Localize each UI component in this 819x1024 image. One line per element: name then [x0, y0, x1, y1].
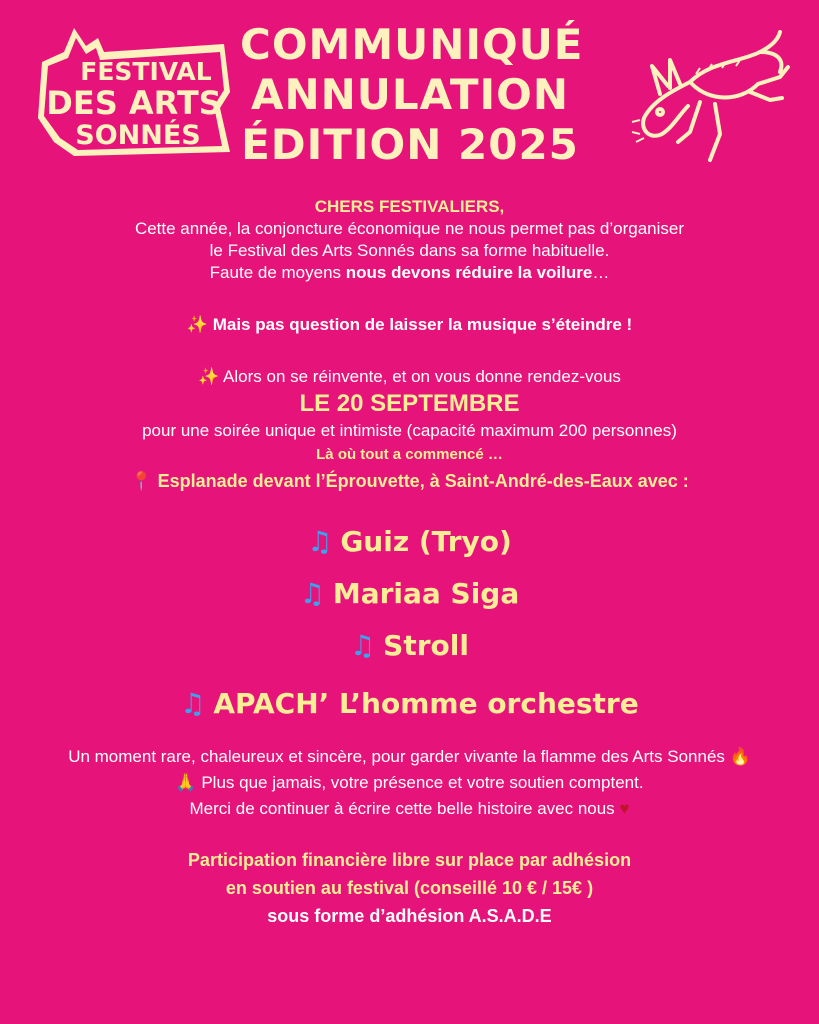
heart-icon: ♥ — [619, 799, 630, 818]
announcement-body — [0, 196, 819, 930]
intro-line-3-start: Faute de moyens — [209, 263, 346, 282]
participation-line-2: en soutien au festival (conseillé 10 € / 15€ ) — [225, 878, 594, 898]
donkey-illustration — [630, 22, 790, 172]
closing-line-3 — [0, 796, 819, 822]
closing-text-2: Plus que jamais, votre présence et votre soutien comptent. — [201, 773, 644, 792]
closing-line-1 — [0, 744, 819, 770]
title-line1: COMMUNIQUÉ — [240, 20, 584, 69]
lineup-item — [0, 678, 819, 730]
highlight-line — [0, 314, 819, 336]
intro-line-1: Cette année, la conjoncture économique ne nous permet pas d’organiser — [134, 219, 685, 238]
lineup-artist: Guiz (Tryo) — [340, 525, 512, 558]
lineup-artist: Mariaa Siga — [332, 577, 520, 610]
event-place-line — [0, 468, 819, 494]
intro-line-2: le Festival des Arts Sonnés dans sa forme habituelle. — [209, 241, 610, 260]
fire-icon: 🔥 — [729, 747, 751, 766]
page-title — [240, 20, 584, 170]
logo-line3: SONNÉS — [75, 120, 201, 151]
rendezvous-line — [0, 366, 819, 388]
greeting: CHERS FESTIVALIERS, — [314, 197, 505, 216]
closing-text-1: Un moment rare, chaleureux et sincère, pour garder vivante la flamme des Arts Sonnés — [68, 747, 725, 766]
title-line3: ÉDITION 2025 — [241, 120, 579, 169]
music-notes-icon: ♫ — [350, 629, 376, 662]
intro-line-3 — [0, 262, 819, 284]
sparkles-icon: ✨ — [198, 367, 220, 386]
closing-line-2 — [0, 770, 819, 796]
intro-line-3-end: … — [592, 263, 610, 282]
event-description: pour une soirée unique et intimiste (capacité maximum 200 personnes) — [142, 421, 677, 440]
event-origin: Là où tout a commencé … — [316, 446, 503, 463]
event-place: Esplanade devant l’Éprouvette, à Saint-André-des-Eaux avec : — [157, 471, 689, 491]
lineup-item — [0, 620, 819, 672]
rendezvous-text: Alors on se réinvente, et on vous donne rendez-vous — [223, 367, 621, 386]
pin-icon: 📍 — [130, 471, 153, 491]
lineup-artist: Stroll — [383, 629, 469, 662]
festival-logo — [34, 22, 234, 158]
logo-line2: DES ARTS — [46, 84, 222, 122]
sparkles-icon: ✨ — [186, 315, 208, 334]
music-notes-icon: ♫ — [299, 577, 325, 610]
music-notes-icon: ♫ — [307, 525, 333, 558]
event-date: LE 20 SEPTEMBRE — [299, 390, 520, 417]
title-line2: ANNULATION — [250, 70, 570, 119]
lineup-artist: APACH’ L’homme orchestre — [213, 687, 639, 720]
highlight-text: Mais pas question de laisser la musique s’éteindre ! — [212, 315, 633, 334]
intro-line-3-bold: nous devons réduire la voilure — [345, 263, 593, 282]
participation-line-3: sous forme d’adhésion A.S.A.D.E — [267, 906, 552, 926]
participation-line-1: Participation financière libre sur place par adhésion — [187, 850, 632, 870]
logo-line1: FESTIVAL — [80, 57, 212, 86]
praying-hands-icon: 🙏 — [175, 773, 197, 792]
closing-text-3: Merci de continuer à écrire cette belle histoire avec nous — [189, 799, 615, 818]
lineup-item — [0, 516, 819, 568]
lineup-item — [0, 568, 819, 620]
music-notes-icon: ♫ — [180, 687, 206, 720]
